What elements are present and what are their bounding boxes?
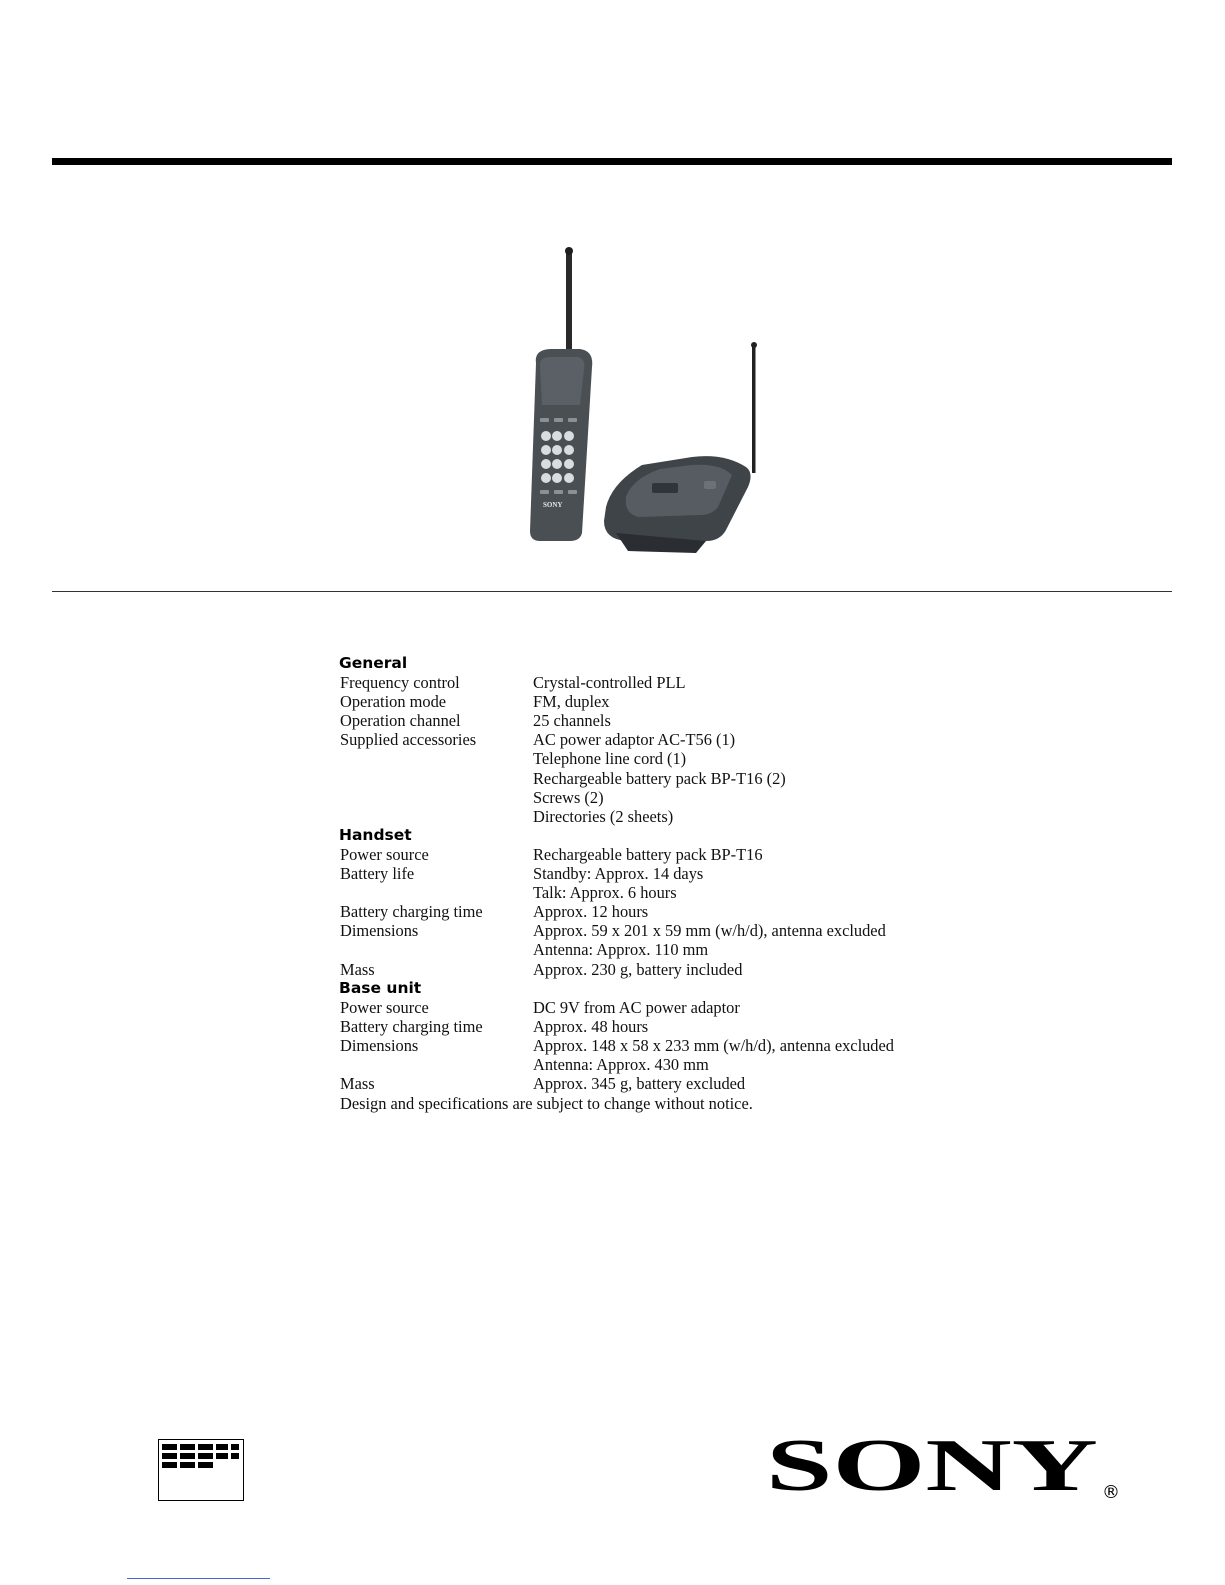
spec-value: AC power adaptor AC-T56 (1): [533, 730, 736, 750]
spec-value: Antenna: Approx. 110 mm: [533, 940, 709, 960]
spec-value: Approx. 48 hours: [533, 1016, 649, 1036]
specifications: [340, 654, 980, 1113]
spec-label: Frequency control: [340, 673, 460, 693]
spec-value: Crystal-controlled PLL: [533, 673, 686, 693]
spec-label: Battery life: [340, 864, 415, 884]
spec-value: Approx. 59 x 201 x 59 mm (w/h/d), antenna excluded: [533, 921, 886, 941]
spec-row: [340, 673, 980, 692]
spec-row: [340, 998, 980, 1017]
bottom-link-underline: [127, 1578, 270, 1579]
spec-label: Dimensions: [340, 1035, 419, 1055]
disclaimer-note: Design and specifications are subject to change without notice.: [340, 1094, 753, 1114]
section-title-base-unit: Base unit: [339, 978, 422, 997]
spec-row: [340, 902, 980, 921]
spec-value: Approx. 345 g, battery excluded: [533, 1074, 746, 1094]
spec-label: Battery charging time: [340, 1016, 483, 1036]
spec-value: Approx. 12 hours: [533, 902, 649, 922]
spec-label: Power source: [340, 997, 429, 1017]
spec-label: Dimensions: [340, 921, 419, 941]
handset: [530, 349, 592, 541]
header-rule: [52, 158, 1172, 165]
spec-value: Directories (2 sheets): [533, 806, 674, 826]
spec-row: [340, 845, 980, 864]
spec-value: DC 9V from AC power adaptor: [533, 997, 740, 1017]
spec-label: Supplied accessories: [340, 730, 477, 750]
spec-row: [340, 921, 980, 959]
spec-value: Antenna: Approx. 430 mm: [533, 1054, 709, 1074]
spec-row: [340, 1036, 980, 1074]
spec-row: [340, 692, 980, 711]
spec-label: Mass: [340, 1074, 375, 1094]
brand-logo-text: SONY: [766, 1432, 1098, 1502]
spec-row: [340, 711, 980, 730]
spec-value: Rechargeable battery pack BP-T16 (2): [533, 768, 786, 788]
spec-value: Rechargeable battery pack BP-T16: [533, 844, 763, 864]
spec-label: Power source: [340, 844, 429, 864]
brand-logo: [766, 1432, 1126, 1502]
spec-row: [340, 960, 980, 979]
handset-brand: SONY: [543, 501, 563, 509]
section-title-handset: Handset: [339, 825, 412, 844]
spec-label: Mass: [340, 959, 375, 979]
spec-value: Screws (2): [533, 787, 604, 807]
spec-value: Standby: Approx. 14 days: [533, 864, 704, 884]
spec-row: [340, 730, 980, 825]
base-antenna: [752, 345, 756, 473]
block-mark-icon: [158, 1439, 244, 1501]
section-divider: [52, 591, 1172, 592]
base-unit: [604, 456, 751, 553]
spec-value: Approx. 148 x 58 x 233 mm (w/h/d), antenna excluded: [533, 1035, 894, 1055]
registered-mark: ®: [1102, 1482, 1120, 1502]
spec-row: [340, 864, 980, 902]
spec-value: 25 channels: [533, 711, 611, 731]
spec-row: [340, 1074, 980, 1093]
handset-antenna: [566, 250, 572, 358]
spec-label: Battery charging time: [340, 902, 483, 922]
section-title-general: General: [339, 654, 408, 672]
spec-value: Approx. 230 g, battery included: [533, 959, 743, 979]
spec-label: Operation mode: [340, 692, 447, 712]
spec-label: Operation channel: [340, 711, 461, 731]
product-photo: [520, 245, 790, 575]
spec-value: Talk: Approx. 6 hours: [533, 883, 677, 903]
spec-value: Telephone line cord (1): [533, 749, 687, 769]
spec-value: FM, duplex: [533, 692, 610, 712]
spec-row: [340, 1017, 980, 1036]
